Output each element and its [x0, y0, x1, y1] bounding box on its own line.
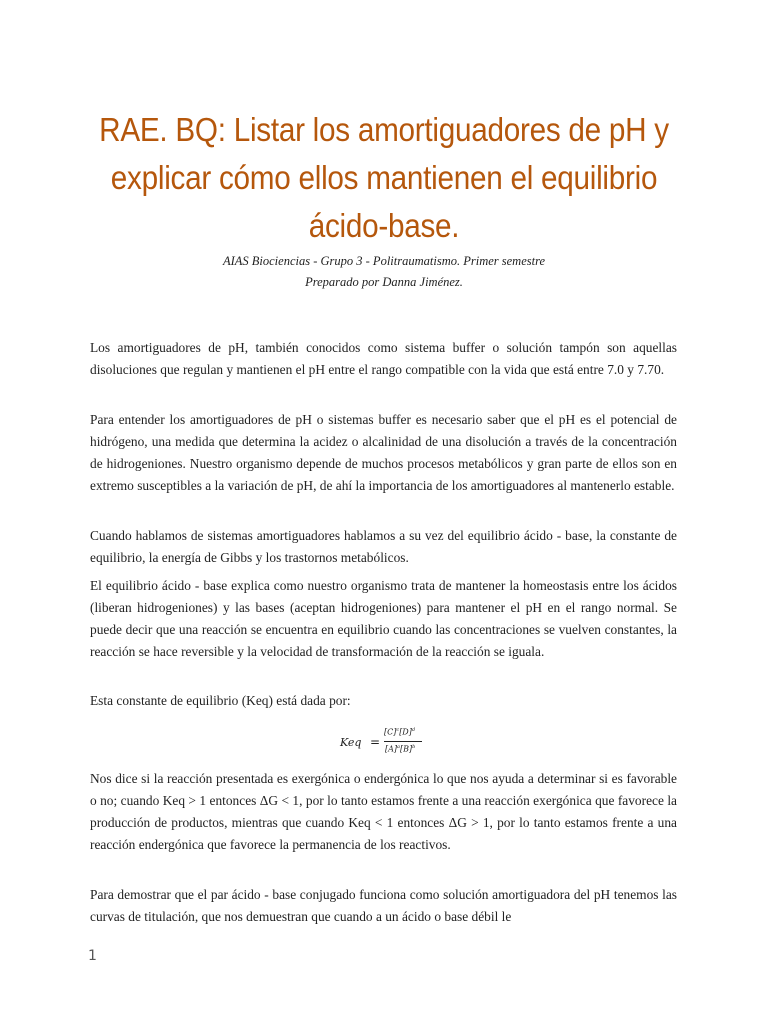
paragraph-7: Para demostrar que el par ácido - base conjugado funciona como solución amortiguadora del pH tenemos las curvas de titulación, que nos demuestran que cuando a un ácido o base débil le	[90, 887, 677, 924]
paragraph-2: Para entender los amortiguadores de pH o sistemas buffer es necesario saber que el pH es el potencial de hidrógeno, una medida que determina la acidez o alcalinidad de una disolución a través de la concentración de hidrogeniones. Nuestro organismo depende de muchos procesos metabólicos y gran parte de ellos son en extremo susceptibles a la variación de pH, de ahí la importancia de los amortiguadores al mantenerlo estable.	[90, 412, 677, 493]
paragraph-4: El equilibrio ácido - base explica como nuestro organismo trata de mantener la homeostasis entre los ácidos (liberan hidrogeniones) y las bases (aceptan hidrogeniones) para mantener el pH en el rango normal. Se puede decir que una reacción se encuentra en equilibrio cuando las concentraciones se vuelven constantes, la reacción se hace reversible y la velocidad de transformación de la reacción se iguala.	[90, 578, 677, 659]
subtitle-course: AIAS Biociencias - Grupo 3 - Politraumatismo. Primer semestre	[222, 254, 546, 268]
equilibrium-constant-formula	[340, 727, 540, 759]
subtitle-author: Preparado por Danna Jiménez.	[305, 275, 463, 289]
document-title: RAE. BQ: Listar los amortiguadores de pH y explicar cómo ellos mantienen el equilibrio ácido-base.	[99, 111, 669, 244]
paragraph-3: Cuando hablamos de sistemas amortiguadores hablamos a su vez del equilibrio ácido - base, la constante de equilibrio, la energía de Gibbs y los trastornos metabólicos.	[90, 528, 677, 565]
paragraph-5: Esta constante de equilibrio (Keq) está dada por:	[90, 693, 351, 708]
formula-denominator: $[A]^a[B]^b$	[385, 744, 416, 754]
page-number: 1	[88, 948, 97, 964]
formula-equals: =	[370, 735, 381, 749]
paragraph-6: Nos dice si la reacción presentada es exergónica o endergónica lo que nos ayuda a determinar si es favorable o no; cuando Keq > 1 entonces ΔG < 1, por lo tanto estamos frente a una reacción exergónica que favorece la producción de productos, mientras que cuando Keq < 1 entonces ΔG > 1, por lo tanto estamos frente a una reacción endergónica que favorece la permanencia de los reactivos.	[90, 771, 677, 852]
paragraph-1: Los amortiguadores de pH, también conocidos como sistema buffer o solución tampón son aquellas disoluciones que regulan y mantienen el pH entre el rango compatible con la vida que está entre 7.0 y 7.70.	[90, 340, 677, 377]
formula-fraction-bar	[384, 741, 422, 742]
formula-lhs: Keq	[340, 736, 362, 749]
formula-numerator: $[C]^c[D]^d$	[384, 727, 416, 737]
